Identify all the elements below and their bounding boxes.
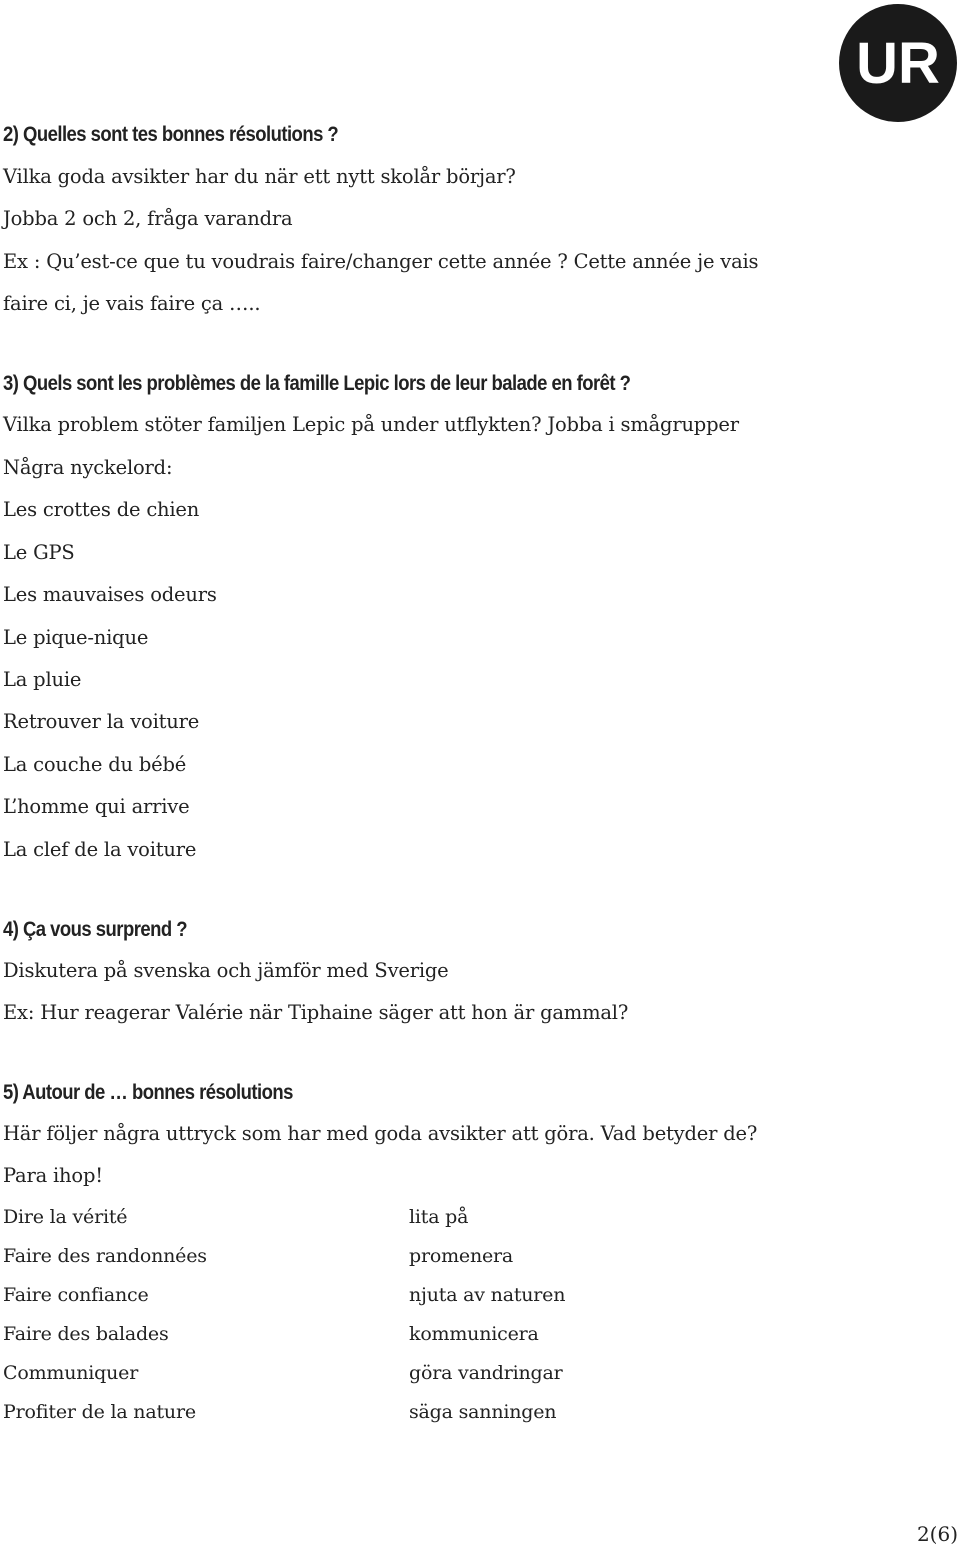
section-2-line: faire ci, je vais faire ça ….. — [3, 292, 261, 315]
pair-right-item: lita på — [409, 1206, 469, 1228]
pair-left-item: Profiter de la nature — [3, 1401, 196, 1423]
section-2-line: Ex : Qu’est-ce que tu voudrais faire/changer cette année ? Cette année je vais — [3, 250, 759, 273]
keyword-item: Les crottes de chien — [3, 498, 200, 521]
keyword-item: La clef de la voiture — [3, 838, 197, 861]
pair-right-item: göra vandringar — [409, 1362, 563, 1384]
pair-right-item: kommunicera — [409, 1323, 539, 1345]
section-5-line: Här följer några uttryck som har med goda avsikter att göra. Vad betyder de? — [3, 1122, 758, 1145]
section-4-heading: 4) Ça vous surprend ? — [3, 918, 188, 941]
pair-left-item: Communiquer — [3, 1362, 139, 1384]
pair-right-item: njuta av naturen — [409, 1284, 566, 1306]
section-4-line: Ex: Hur reagerar Valérie när Tiphaine säger att hon är gammal? — [3, 1001, 629, 1024]
keywords-label: Några nyckelord: — [3, 456, 173, 479]
logo-text: UR — [856, 31, 940, 96]
pair-left-item: Faire des balades — [3, 1323, 169, 1345]
keyword-item: La couche du bébé — [3, 753, 187, 776]
keyword-item: La pluie — [3, 668, 82, 691]
page-number: 2(6) — [916, 1522, 958, 1546]
section-2-heading: 2) Quelles sont tes bonnes résolutions ? — [3, 123, 339, 146]
section-3-heading: 3) Quels sont les problèmes de la famille Lepic lors de leur balade en forêt ? — [3, 372, 631, 395]
keyword-item: L’homme qui arrive — [3, 795, 190, 818]
keyword-item: Le pique-nique — [3, 626, 149, 649]
section-5-line: Para ihop! — [3, 1164, 103, 1187]
keyword-item: Le GPS — [3, 541, 75, 564]
keyword-item: Retrouver la voiture — [3, 710, 200, 733]
section-4-line: Diskutera på svenska och jämför med Sverige — [3, 959, 449, 982]
pair-left-item: Faire confiance — [3, 1284, 149, 1306]
pair-right-item: promenera — [409, 1245, 514, 1267]
pair-left-item: Dire la vérité — [3, 1206, 128, 1228]
section-3-instruction: Vilka problem stöter familjen Lepic på under utflykten? Jobba i smågrupper — [3, 413, 739, 436]
ur-logo-icon — [838, 3, 958, 123]
section-2-line: Jobba 2 och 2, fråga varandra — [3, 207, 293, 230]
section-2-line: Vilka goda avsikter har du när ett nytt skolår börjar? — [3, 165, 516, 188]
pair-left-item: Faire des randonnées — [3, 1245, 207, 1267]
section-5-heading: 5) Autour de … bonnes résolutions — [3, 1081, 293, 1104]
pair-right-item: säga sanningen — [409, 1401, 557, 1423]
keyword-item: Les mauvaises odeurs — [3, 583, 217, 606]
